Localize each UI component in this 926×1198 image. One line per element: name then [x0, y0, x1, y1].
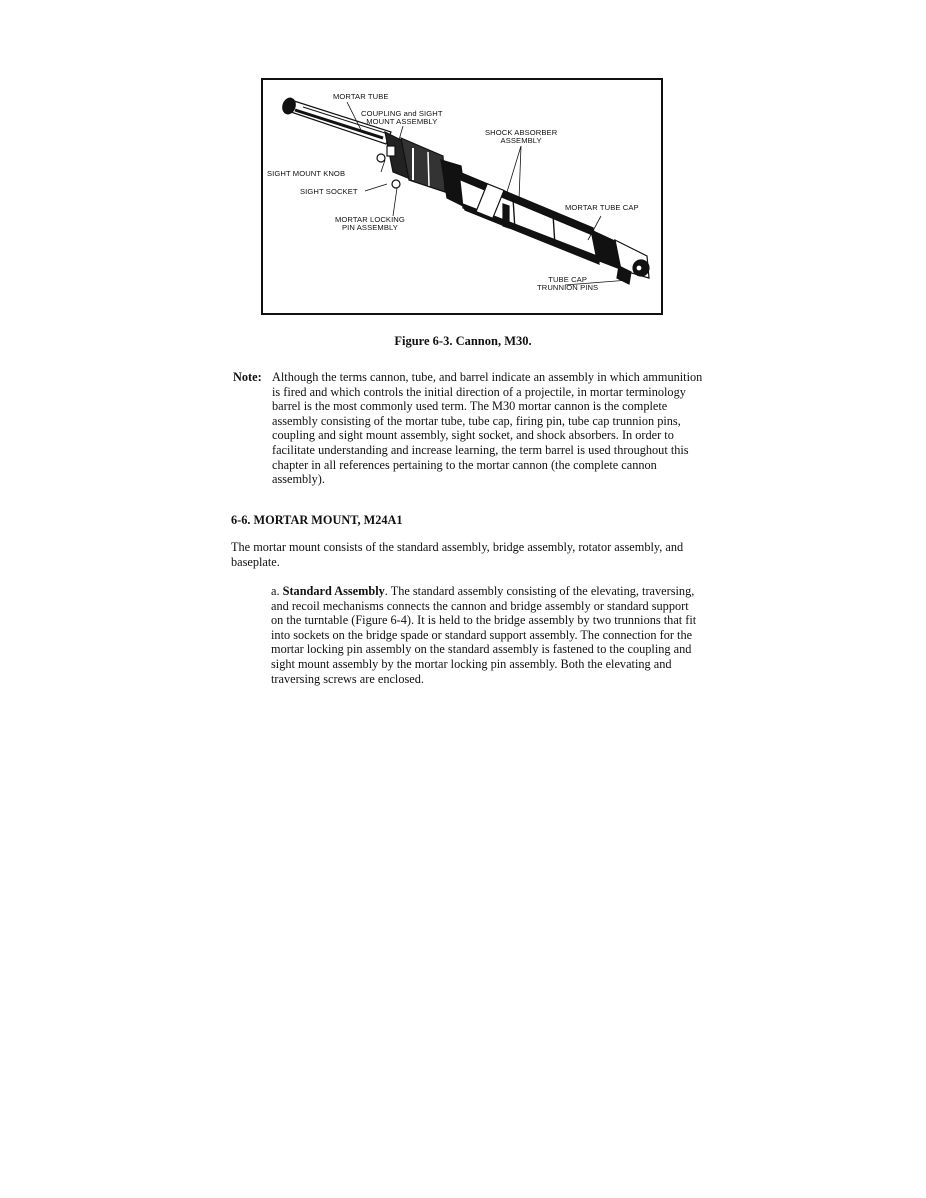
label-locking-pin: [335, 216, 405, 233]
note-label-colon: :: [257, 370, 262, 384]
figure-caption: Figure 6-3. Cannon, M30.: [394, 334, 532, 348]
paragraph-standard-assembly: [271, 584, 703, 686]
para-a-prefix: a.: [271, 584, 283, 598]
label-trunnion-pins: [537, 276, 598, 293]
note-text: Although the terms cannon, tube, and barrel indicate an assembly in which ammunition is fired and which controls the initial direction of a projectile, in mortar terminology barrel is the most commonly used term. The M30 mortar cannon is the complete assembly consisting of the mortar tube, tube cap, firing pin, tube cap trunnion pins, coupling and sight mount assembly, sight socket, and shock absorbers. In order to facilitate understanding and increase learning, the term barrel is used throughout this chapter in all references pertaining to the mortar cannon (the complete cannon assembly).: [272, 370, 703, 487]
figure-frame: [261, 78, 663, 315]
coupling-drawing: [377, 132, 445, 192]
note-label: [233, 370, 262, 385]
section-intro: The mortar mount consists of the standard assembly, bridge assembly, rotator assembly, and baseplate.: [231, 540, 684, 569]
label-mortar-tube: MORTAR TUBE: [333, 92, 389, 101]
label-trunnion-line-2: TRUNNION PINS: [537, 283, 599, 293]
tube-cap-drawing: [591, 230, 649, 284]
label-trunnion-line-1: TUBE CAP: [548, 275, 587, 284]
label-mortar-tube-cap: MORTAR TUBE CAP: [565, 203, 639, 212]
para-a-text: . The standard assembly consisting of the elevating, traversing, and recoil mechanisms connects the cannon and bridge assembly or standard support on the turntable (Figure 6-4). It is held to the bridge assembly by two trunnions that fit into sockets on the bridge spade or standard support assembly. The connection for the mortar locking pin assembly on the standard assembly is fastened to the coupling and sight mount assembly by the mortar locking pin assembly. Both the elevating and traversing screws are enclosed.: [271, 584, 697, 686]
label-locking-line-1: MORTAR LOCKING: [335, 215, 405, 224]
para-a-term: Standard Assembly: [282, 584, 385, 598]
label-coupling-line-1: COUPLING and SIGHT: [361, 109, 443, 118]
label-shock-absorber: [485, 129, 557, 146]
note-label-word: Note: [233, 370, 258, 384]
section-heading: 6-6. MORTAR MOUNT, M24A1: [231, 513, 403, 527]
mortar-cannon-illustration: [263, 80, 661, 313]
label-sight-mount-knob: SIGHT MOUNT KNOB: [267, 169, 346, 178]
label-sight-socket: SIGHT SOCKET: [300, 187, 358, 196]
label-coupling: [361, 110, 443, 127]
label-shock-line-2: ASSEMBLY: [500, 136, 542, 146]
label-shock-line-1: SHOCK ABSORBER: [485, 128, 558, 137]
label-locking-line-2: PIN ASSEMBLY: [341, 223, 398, 233]
label-coupling-line-2: MOUNT ASSEMBLY: [366, 117, 438, 127]
